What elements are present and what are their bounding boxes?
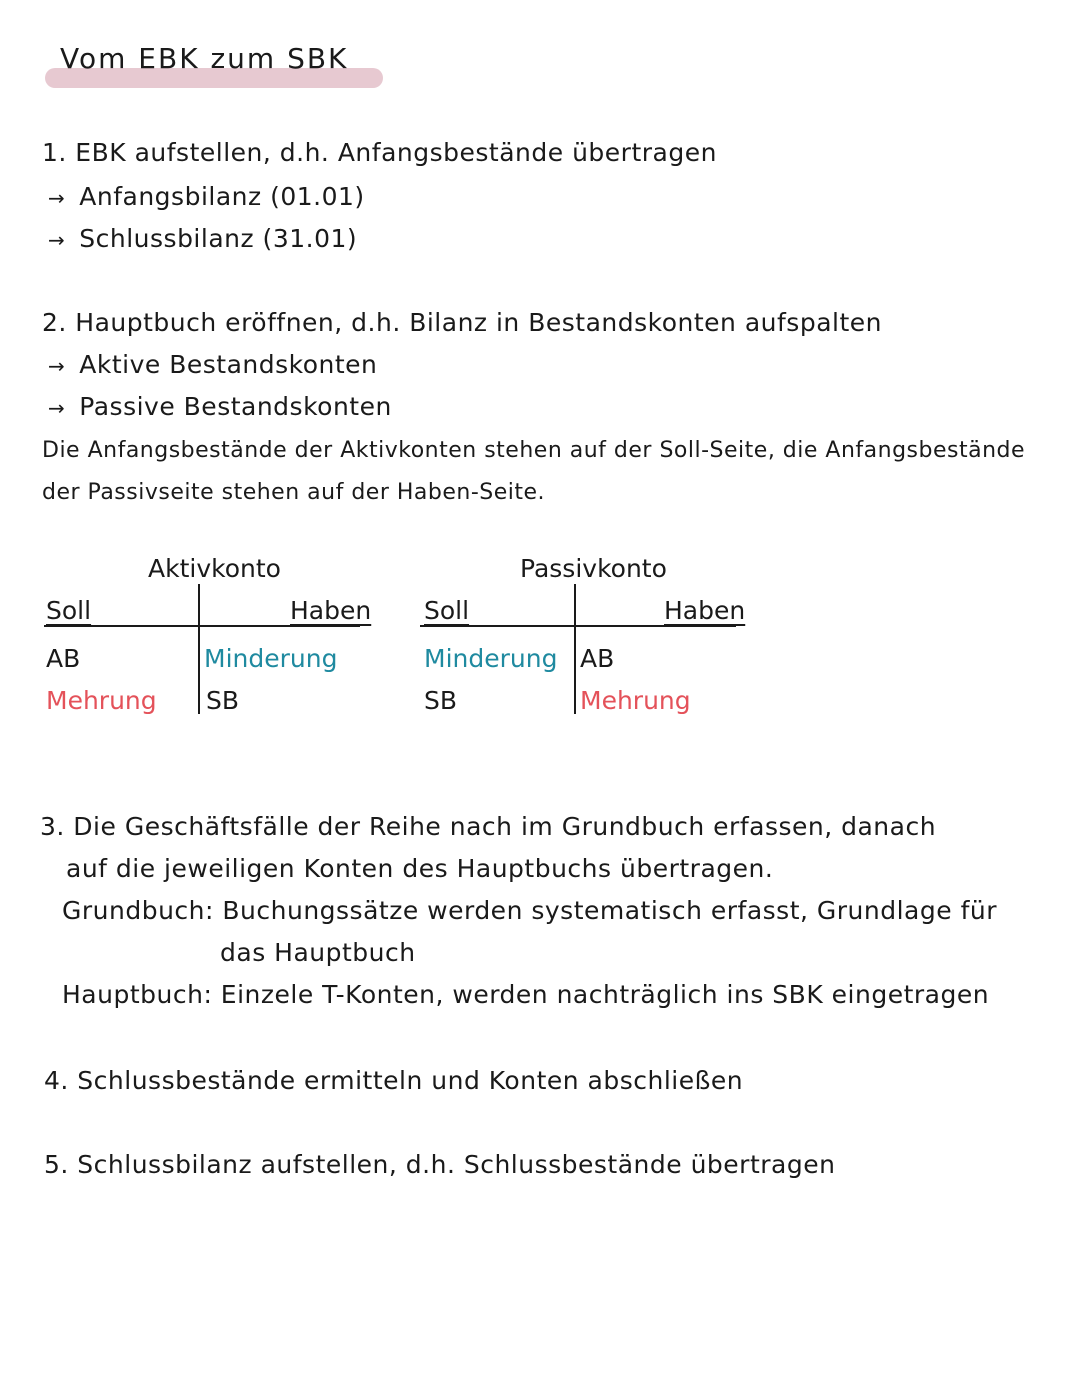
passivkonto-minderung: Minderung bbox=[424, 644, 558, 673]
aktivkonto-minderung: Minderung bbox=[204, 644, 338, 673]
passivkonto-vertical-line bbox=[574, 584, 576, 714]
step2-note-line2: der Passivseite stehen auf der Haben-Seite. bbox=[42, 480, 546, 505]
step2-item-1: → Aktive Bestandskonten bbox=[48, 350, 378, 379]
aktivkonto-vertical-line bbox=[198, 584, 200, 714]
step1-item-2: → Schlussbilanz (31.01) bbox=[48, 224, 358, 253]
aktivkonto-ab: AB bbox=[46, 644, 81, 673]
passivkonto-title: Passivkonto bbox=[520, 554, 667, 583]
aktivkonto-soll-header: Soll bbox=[46, 596, 92, 625]
passivkonto-haben-header: Haben bbox=[664, 596, 746, 625]
arrow-right-icon: → bbox=[48, 228, 66, 252]
step2-note-line1: Die Anfangsbestände der Aktivkonten stehen auf der Soll-Seite, die Anfangsbestände bbox=[42, 438, 1026, 463]
passivkonto-horizontal-line bbox=[420, 625, 736, 627]
step1-item-1: → Anfangsbilanz (01.01) bbox=[48, 182, 365, 211]
passivkonto-soll-header: Soll bbox=[424, 596, 470, 625]
aktivkonto-mehrung: Mehrung bbox=[46, 686, 157, 715]
aktivkonto-horizontal-line bbox=[44, 625, 360, 627]
step2-heading: 2. Hauptbuch eröffnen, d.h. Bilanz in Bestandskonten aufspalten bbox=[42, 308, 882, 337]
passivkonto-ab: AB bbox=[580, 644, 615, 673]
aktivkonto-title: Aktivkonto bbox=[148, 554, 281, 583]
passivkonto-sb: SB bbox=[424, 686, 458, 715]
arrow-right-icon: → bbox=[48, 396, 66, 420]
page-title: Vom EBK zum SBK bbox=[60, 42, 349, 75]
arrow-right-icon: → bbox=[48, 186, 66, 210]
step3-grundbuch-definition-cont: das Hauptbuch bbox=[220, 938, 416, 967]
step3-line1: 3. Die Geschäftsfälle der Reihe nach im Grundbuch erfassen, danach bbox=[40, 812, 937, 841]
arrow-right-icon: → bbox=[48, 354, 66, 378]
step3-line2: auf die jeweiligen Konten des Hauptbuchs übertragen. bbox=[66, 854, 774, 883]
step5-text: 5. Schlussbilanz aufstellen, d.h. Schlussbestände übertragen bbox=[44, 1150, 836, 1179]
step3-grundbuch-definition: Grundbuch: Buchungssätze werden systematisch erfasst, Grundlage für bbox=[62, 896, 997, 925]
aktivkonto-haben-header: Haben bbox=[290, 596, 372, 625]
aktivkonto-sb: SB bbox=[206, 686, 240, 715]
step4-text: 4. Schlussbestände ermitteln und Konten abschließen bbox=[44, 1066, 744, 1095]
step1-heading: 1. EBK aufstellen, d.h. Anfangsbestände übertragen bbox=[42, 138, 717, 167]
step3-hauptbuch-definition: Hauptbuch: Einzele T-Konten, werden nachträglich ins SBK eingetragen bbox=[62, 980, 990, 1009]
step2-item-2: → Passive Bestandskonten bbox=[48, 392, 392, 421]
passivkonto-mehrung: Mehrung bbox=[580, 686, 691, 715]
